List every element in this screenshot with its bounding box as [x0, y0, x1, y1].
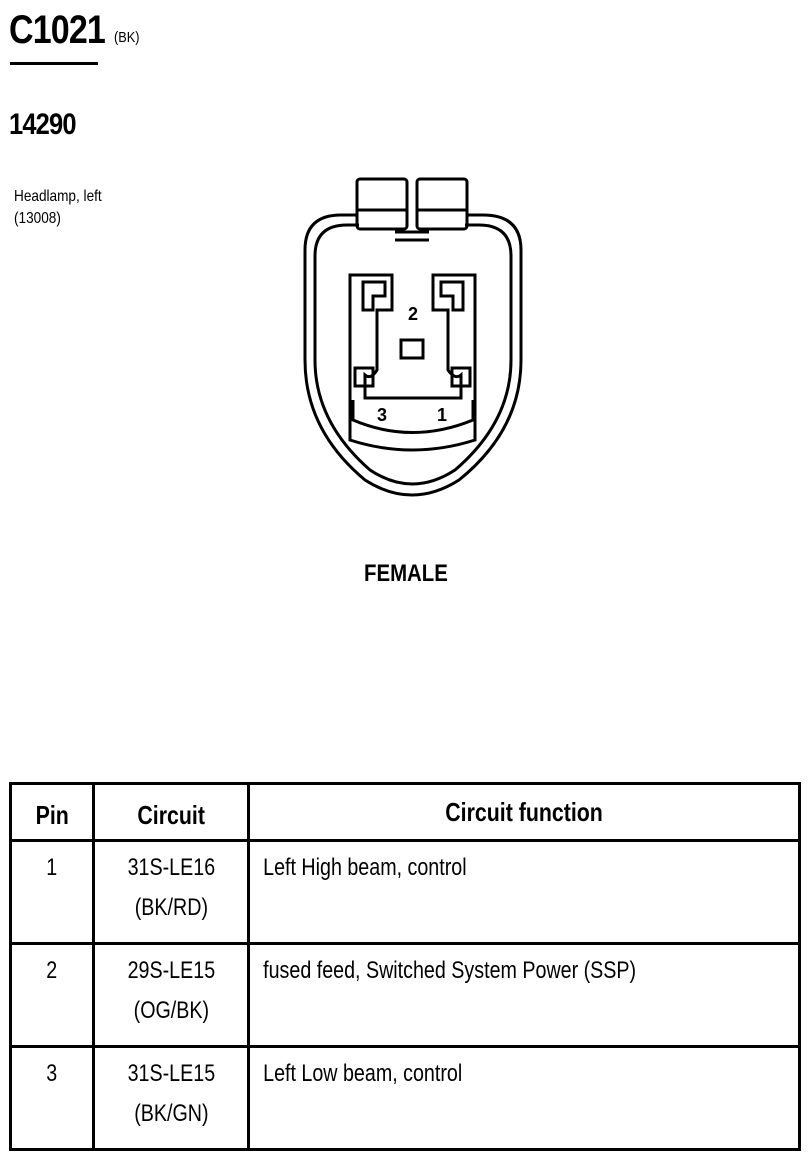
title-underline [10, 62, 98, 65]
pin-table [9, 782, 801, 1151]
table-row [11, 841, 800, 944]
pin-cell: 2 [11, 944, 94, 1047]
latch-tab-right [417, 179, 467, 229]
component-code: (13008) [14, 210, 61, 227]
connector-id: C1021 [9, 8, 105, 52]
header-pin: Pin [11, 784, 94, 841]
component-name: Headlamp, left [14, 188, 102, 205]
pin-label-1: 1 [436, 405, 448, 425]
terminal-slot-left [363, 282, 385, 310]
center-terminal [401, 340, 423, 358]
connector-color: (BK) [114, 29, 140, 46]
terminal-slot-right [441, 282, 463, 310]
table-header-row [11, 784, 800, 841]
pin-label-3: 3 [376, 405, 388, 425]
function-cell: Left High beam, control [249, 841, 800, 944]
header-circuit-function: Circuit function [249, 784, 800, 841]
function-cell: Left Low beam, control [249, 1047, 800, 1150]
pin-cell: 3 [11, 1047, 94, 1150]
connector-shell-outer [305, 215, 521, 495]
circuit-cell: 31S-LE15 (BK/GN) [94, 1047, 249, 1150]
pin-label-2: 2 [407, 304, 419, 324]
component-label [14, 186, 102, 230]
function-cell: fused feed, Switched System Power (SSP) [249, 944, 800, 1047]
connector-face-diagram [295, 170, 535, 510]
circuit-cell: 31S-LE16 (BK/RD) [94, 841, 249, 944]
connector-gender: FEMALE [364, 560, 448, 587]
part-number: 14290 [9, 108, 76, 141]
connector-shell-inner [315, 225, 511, 484]
latch-tab-left [357, 179, 407, 229]
table-row [11, 1047, 800, 1150]
header-circuit: Circuit [94, 784, 249, 841]
circuit-cell: 29S-LE15 (OG/BK) [94, 944, 249, 1047]
pin-cell: 1 [11, 841, 94, 944]
pin-cavity-outline [350, 275, 475, 450]
table-row [11, 944, 800, 1047]
